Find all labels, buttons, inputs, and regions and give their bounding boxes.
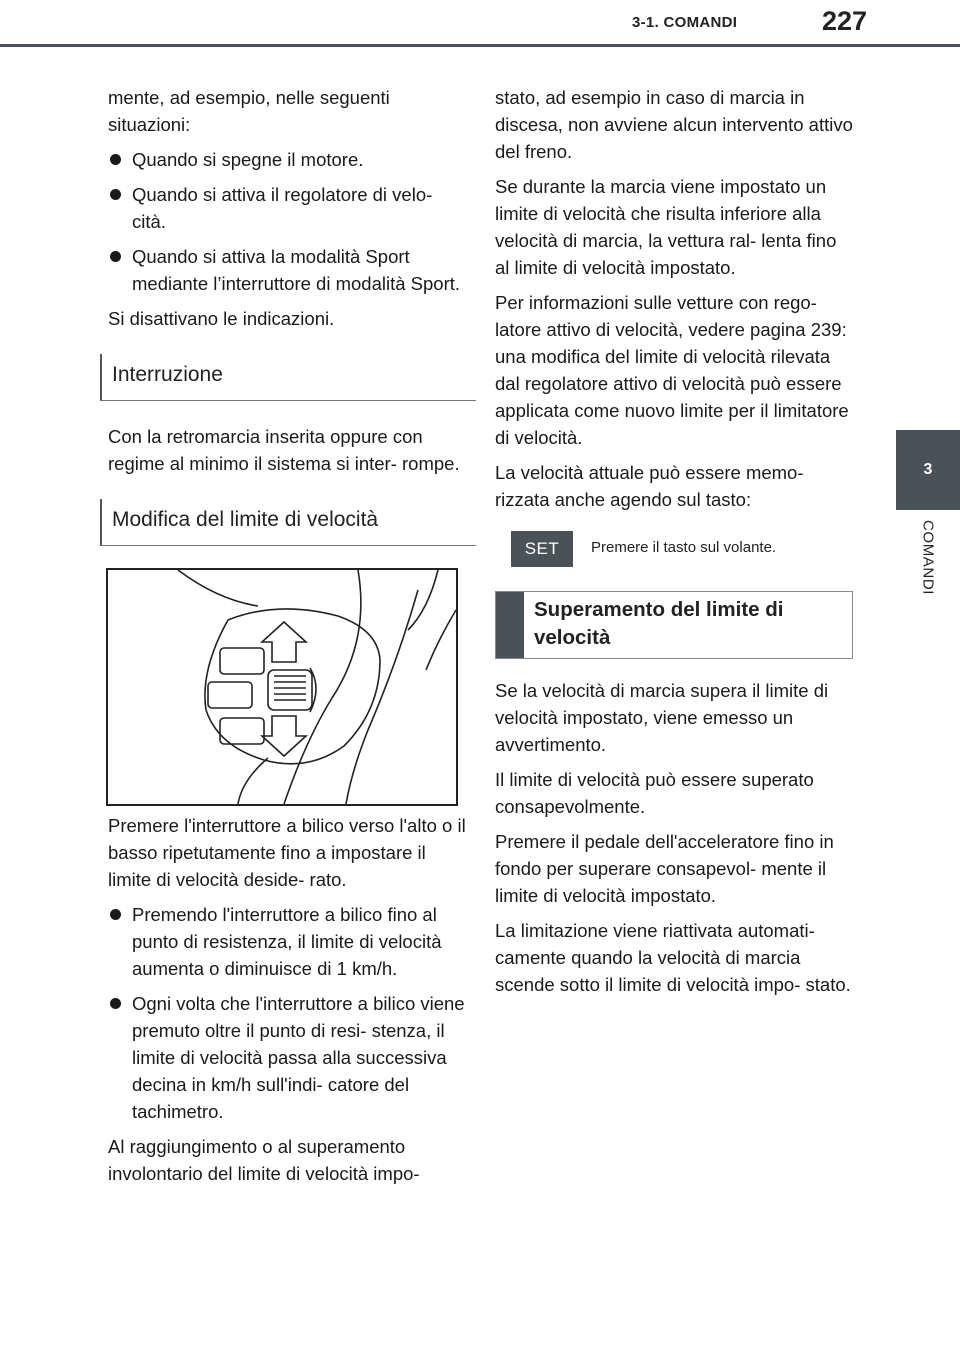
heading-modifica: Modifica del limite di velocità [100,499,476,546]
bullet-icon [110,909,121,920]
list-item [108,243,466,297]
steering-wheel-rocker-switch-illustration [106,568,458,806]
list-item-text: Quando si attiva il regolatore di velo- cità. [132,184,433,232]
bullet-list [108,146,466,297]
chapter-number: 3 [923,461,933,478]
list-item [108,901,466,982]
paragraph: Se durante la marcia viene impostato un limite di velocità che risulta inferiore alla velocità di marcia, la vettura ral- lenta fino al limite di velocità impostato. [495,176,837,278]
set-key-icon: SET [511,531,573,567]
paragraph: Il limite di velocità può essere superato consapevolmente. [495,769,814,817]
paragraph: Se la velocità di marcia supera il limite di velocità impostato, viene emesso un avvertimento. [495,680,829,755]
chapter-label-text: COMANDI [919,520,937,596]
heading-interruzione: Interruzione [100,354,476,401]
chapter-tab[interactable] [896,430,960,510]
page-number: 227 [822,6,868,36]
heading-superamento-text: Superamento del limite di velocità [534,598,784,649]
set-key-tip-text: Premere il tasto sul volante. [591,539,777,556]
list-item-text: Quando si attiva la modalità Sport mediante l’interruttore di modalità Sport. [132,246,461,294]
bullet-icon [110,189,121,200]
paragraph: Premere l'interruttore a bilico verso l'alto o il basso ripetutamente fino a impostare il limite di velocità deside- rato. [108,815,466,890]
paragraph: Per informazioni sulle vetture con rego- latore attivo di velocità, vedere pagina 239: una modifica del limite di velocità rilevata dal regolatore attivo di velocità può essere applicata come nuovo limite per il limitatore di velocità. [495,292,849,448]
header-rule [0,44,960,47]
bullet-list [108,901,466,1125]
section-title: 3-1. COMANDI [632,14,738,31]
bullet-icon [110,998,121,1009]
right-column [495,84,855,1006]
list-item [108,990,466,1125]
left-column [108,84,466,1195]
list-item-text: Ogni volta che l'interruttore a bilico viene premuto oltre il punto di resi- stenza, il limite di velocità passa alla successiva decina in km/h sull'indi- catore del tachimetro. [132,993,465,1122]
rocker-switch-illustration-svg [108,570,456,804]
list-item-text: Quando si spegne il motore. [132,149,364,170]
list-item [108,181,466,235]
bullet-icon [110,154,121,165]
list-item [108,146,466,173]
paragraph: Con la retromarcia inserita oppure con regime al minimo il sistema si inter- rompe. [108,426,460,474]
bullet-icon [110,251,121,262]
chapter-label [900,520,956,640]
paragraph: mente, ad esempio, nelle seguenti situazioni: [108,87,390,135]
heading-superamento [495,591,853,659]
set-key-tip [511,531,855,567]
heading-accent-bar [496,592,524,658]
paragraph: Si disattivano le indicazioni. [108,308,335,329]
paragraph: La limitazione viene riattivata automati- camente quando la velocità di marcia scende sotto il limite di velocità impo- stato. [495,920,851,995]
paragraph: Premere il pedale dell'acceleratore fino in fondo per superare consapevol- mente il limite di velocità impostato. [495,831,834,906]
list-item-text: Premendo l'interruttore a bilico fino al punto di resistenza, il limite di velocità aumenta o diminuisce di 1 km/h. [132,904,442,979]
paragraph: Al raggiungimento o al superamento involontario del limite di velocità impo- [108,1136,420,1184]
paragraph: La velocità attuale può essere memo- rizzata anche agendo sul tasto: [495,462,804,510]
paragraph: stato, ad esempio in caso di marcia in discesa, non avviene alcun intervento attivo del freno. [495,87,853,162]
